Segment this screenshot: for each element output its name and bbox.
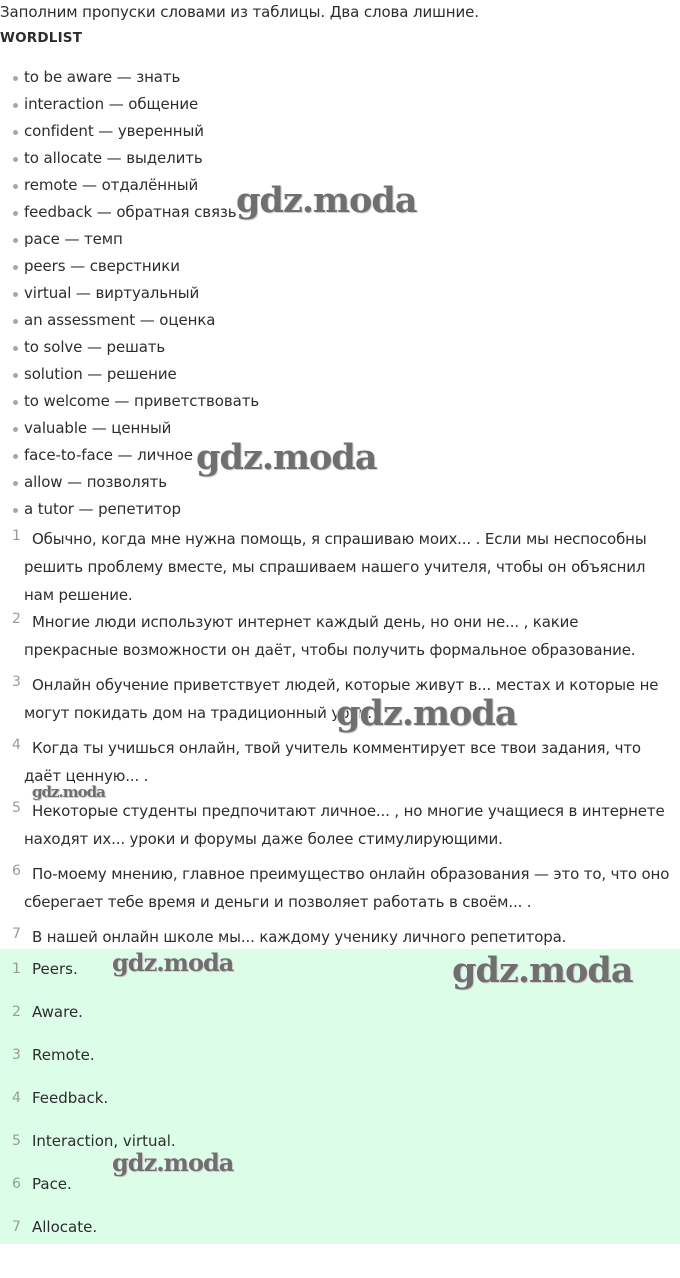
wordlist-entry: pace — темп xyxy=(24,230,123,248)
watermark: gdz.moda xyxy=(112,948,234,977)
bullet-icon xyxy=(13,157,18,162)
bullet-icon xyxy=(13,76,18,81)
watermark: gdz.moda xyxy=(236,180,417,221)
bullet-icon xyxy=(13,265,18,270)
question-number: 2 xyxy=(12,611,21,627)
wordlist-entry: allow — позволять xyxy=(24,473,167,491)
wordlist-entry: solution — решение xyxy=(24,365,177,383)
watermark: gdz.moda xyxy=(336,693,517,734)
answer-number: 5 xyxy=(12,1133,21,1149)
bullet-icon xyxy=(13,400,18,405)
wordlist-entry: to allocate — выделить xyxy=(24,149,203,167)
answer-text: Peers. xyxy=(32,960,78,978)
wordlist-entry: face-to-face — личное xyxy=(24,446,193,464)
question-text: Когда ты учишься онлайн, твой учитель комментирует все твои задания, что даёт ценную... . xyxy=(24,739,641,785)
wordlist-entry: feedback — обратная связь xyxy=(24,203,237,221)
answers-panel xyxy=(0,949,680,1244)
answer-number: 7 xyxy=(12,1219,21,1235)
question-number: 3 xyxy=(12,674,21,690)
answer-number: 1 xyxy=(12,961,21,977)
answer-number: 6 xyxy=(12,1176,21,1192)
exercise-intro: Заполним пропуски словами из таблицы. Два слова лишние. xyxy=(0,3,479,21)
bullet-icon xyxy=(13,103,18,108)
watermark: gdz.moda xyxy=(112,1148,234,1177)
bullet-icon xyxy=(13,319,18,324)
bullet-icon xyxy=(13,211,18,216)
question-number: 4 xyxy=(12,737,21,753)
question-number: 7 xyxy=(12,926,21,942)
question-text: Обычно, когда мне нужна помощь, я спрашиваю моих... . Если мы неспособны решить проблему вместе, мы спрашиваем нашего учителя, чтобы он объяснил нам решение. xyxy=(24,530,647,604)
wordlist-entry: valuable — ценный xyxy=(24,419,172,437)
answer-number: 4 xyxy=(12,1090,21,1106)
bullet-icon xyxy=(13,292,18,297)
watermark: gdz.moda xyxy=(32,783,105,801)
bullet-icon xyxy=(13,508,18,513)
wordlist-entry: an assessment — оценка xyxy=(24,311,216,329)
bullet-icon xyxy=(13,427,18,432)
wordlist-heading: WORDLIST xyxy=(0,30,83,46)
answer-text: Pace. xyxy=(32,1175,72,1193)
answer-number: 3 xyxy=(12,1047,21,1063)
question-number: 6 xyxy=(12,863,21,879)
wordlist-entry: peers — сверстники xyxy=(24,257,180,275)
wordlist-entry: to be aware — знать xyxy=(24,68,181,86)
answer-text: Remote. xyxy=(32,1046,95,1064)
bullet-icon xyxy=(13,481,18,486)
answer-text: Allocate. xyxy=(32,1218,98,1236)
bullet-icon xyxy=(13,454,18,459)
wordlist-entry: to welcome — приветствовать xyxy=(24,392,260,410)
bullet-icon xyxy=(13,184,18,189)
bullet-icon xyxy=(13,373,18,378)
wordlist-entry: interaction — общение xyxy=(24,95,199,113)
wordlist-entry: confident — уверенный xyxy=(24,122,204,140)
bullet-icon xyxy=(13,130,18,135)
wordlist-entry: remote — отдалённый xyxy=(24,176,199,194)
wordlist-entry: virtual — виртуальный xyxy=(24,284,200,302)
watermark: gdz.moda xyxy=(452,950,633,991)
bullet-icon xyxy=(13,346,18,351)
question-text: В нашей онлайн школе мы... каждому ученику личного репетитора. xyxy=(32,928,567,946)
question-text: По-моему мнению, главное преимущество онлайн образования — это то, что оно сберегает тебе время и деньги и позволяет работать в своём... . xyxy=(24,865,670,911)
question-text: Некоторые студенты предпочитают личное... , но многие учащиеся в интернете находят их... уроки и форумы даже более стимулирующими. xyxy=(24,802,665,848)
watermark: gdz.moda xyxy=(196,437,377,478)
wordlist-entry: to solve — решать xyxy=(24,338,166,356)
answer-number: 2 xyxy=(12,1004,21,1020)
question-text: Многие люди используют интернет каждый день, но они не... , какие прекрасные возможности он даёт, чтобы получить формальное образование. xyxy=(24,613,636,659)
question-number: 5 xyxy=(12,800,21,816)
bullet-icon xyxy=(13,238,18,243)
answer-text: Aware. xyxy=(32,1003,83,1021)
answer-text: Feedback. xyxy=(32,1089,109,1107)
answer-text: Interaction, virtual. xyxy=(32,1132,176,1150)
wordlist-entry: a tutor — репетитор xyxy=(24,500,181,518)
question-number: 1 xyxy=(12,528,21,544)
question-text: Онлайн обучение приветствует людей, которые живут в... местах и которые не могут покидать дом на традиционный урок. xyxy=(24,676,659,722)
